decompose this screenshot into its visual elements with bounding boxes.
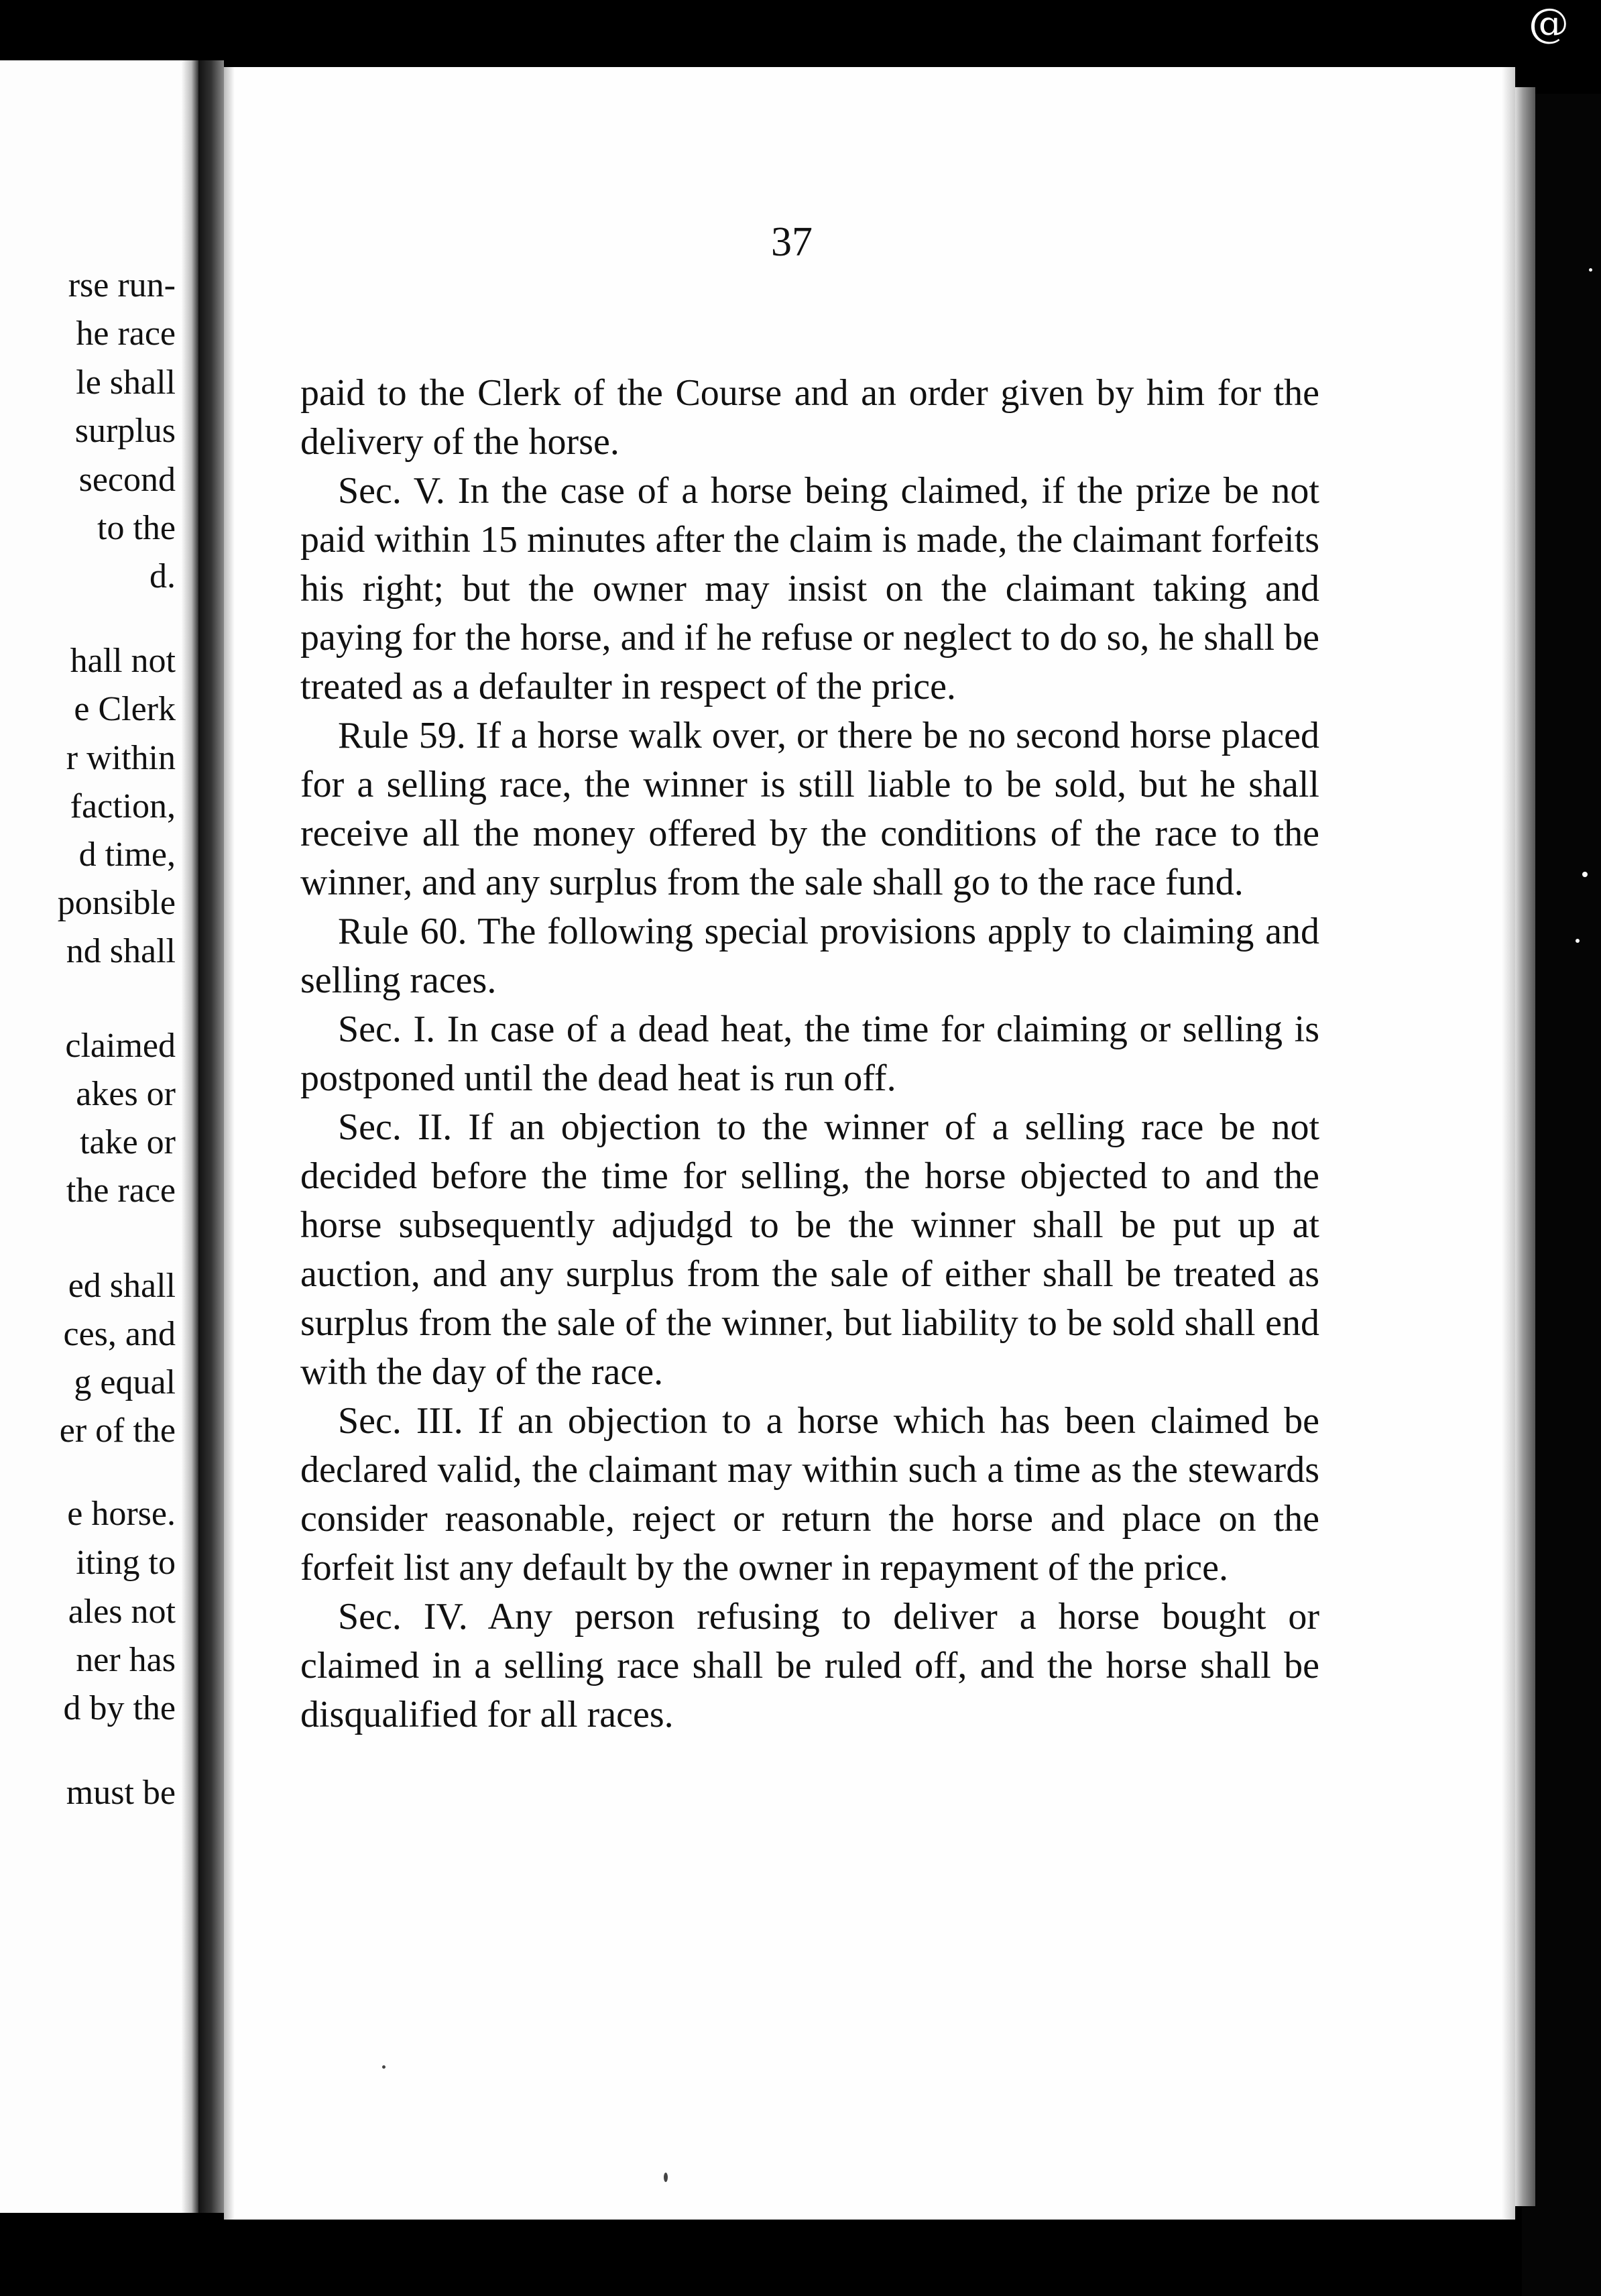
left-page-line: nd shall bbox=[66, 932, 176, 970]
corner-mark: @ bbox=[1529, 0, 1569, 47]
left-page-line: ed shall bbox=[68, 1267, 176, 1305]
left-page-line: ner has bbox=[76, 1641, 176, 1679]
paragraph: Sec. II. If an objection to the winner of a selling race be not decided before the time for selling, the horse objected to and the horse subsequently adjudgd to be the winner shall be put up at auction, and any surplus from the sale of either shall be treated as surplus from the sale of the winner, but liability to be sold shall end with the day of the race. bbox=[300, 1106, 1319, 1393]
left-page-line: to the bbox=[97, 509, 176, 547]
left-page-line: er of the bbox=[59, 1412, 176, 1450]
page-shadow-left bbox=[224, 67, 235, 2220]
page-number: 37 bbox=[771, 219, 813, 265]
left-page-line: le shall bbox=[76, 363, 176, 402]
left-page-line: rse run- bbox=[68, 266, 176, 304]
left-page-line: r within bbox=[66, 739, 176, 777]
speck bbox=[1576, 939, 1580, 943]
book-spine bbox=[198, 60, 224, 2213]
ink-speck bbox=[382, 2065, 386, 2069]
paragraph: Sec. IV. Any person refusing to deliver a horse bought or claimed in a selling race shall be ruled off, and the horse shall be disqualified for all races. bbox=[300, 1596, 1319, 1735]
left-page-line: akes or bbox=[76, 1075, 176, 1113]
left-page-line: d. bbox=[150, 557, 176, 595]
paragraph: Sec. I. In case of a dead heat, the time for claiming or selling is postponed until the dead heat is run off. bbox=[300, 1009, 1319, 1099]
left-page-line: g equal bbox=[74, 1363, 176, 1401]
paragraph: Sec. III. If an objection to a horse which has been claimed be declared valid, the claimant may within such a time as the stewards consider reasonable, reject or return the horse and place on the forfeit list any default by the owner in repayment of the price. bbox=[300, 1400, 1319, 1589]
paragraph: Sec. V. In the case of a horse being claimed, if the prize be not paid within 15 minutes after the claim is made, the claimant forfeits his right; but the owner may insist on the claimant taking and paying for the horse, and if he refuse or neglect to do so, he shall be treated as a defaulter in respect of the price. bbox=[300, 470, 1319, 707]
left-page-line: second bbox=[78, 461, 176, 499]
paragraph: paid to the Clerk of the Course and an order given by him for the delivery of the horse. bbox=[300, 372, 1319, 463]
page-stack-edge bbox=[1515, 87, 1535, 2206]
left-page-line: claimed bbox=[65, 1027, 176, 1065]
left-page-line: ales not bbox=[68, 1593, 176, 1631]
paragraph: Rule 60. The following special provisions apply to claiming and selling races. bbox=[300, 911, 1319, 1001]
left-page bbox=[0, 60, 198, 2213]
left-page-line: d time, bbox=[78, 836, 176, 874]
left-page-line: iting to bbox=[76, 1544, 176, 1582]
left-page-line: ces, and bbox=[63, 1315, 176, 1353]
left-page-gutter bbox=[181, 60, 198, 2213]
speck bbox=[1582, 872, 1588, 877]
speck bbox=[1589, 268, 1592, 272]
left-page-line: d by the bbox=[63, 1689, 176, 1727]
left-page-line: ponsible bbox=[57, 884, 176, 922]
left-page-line: faction, bbox=[70, 787, 176, 825]
left-page-line: he race bbox=[76, 314, 176, 353]
page-shadow-right bbox=[1502, 67, 1515, 2220]
left-page-line: hall not bbox=[70, 642, 176, 680]
left-page-line: the race bbox=[66, 1171, 176, 1210]
paragraph: Rule 59. If a horse walk over, or there be no second horse placed for a selling race, the winner is still liable to be sold, but he shall receive all the money offered by the conditions of the race to the winner, and any surplus from the sale shall go to the race fund. bbox=[300, 715, 1319, 903]
left-page-line: take or bbox=[80, 1123, 176, 1161]
ink-speck bbox=[664, 2173, 668, 2182]
body-text bbox=[300, 369, 1319, 1739]
left-page-line: e horse. bbox=[67, 1495, 176, 1533]
left-page-line: surplus bbox=[74, 412, 176, 450]
left-page-line: e Clerk bbox=[74, 690, 176, 728]
left-page-line: must be bbox=[66, 1774, 176, 1812]
